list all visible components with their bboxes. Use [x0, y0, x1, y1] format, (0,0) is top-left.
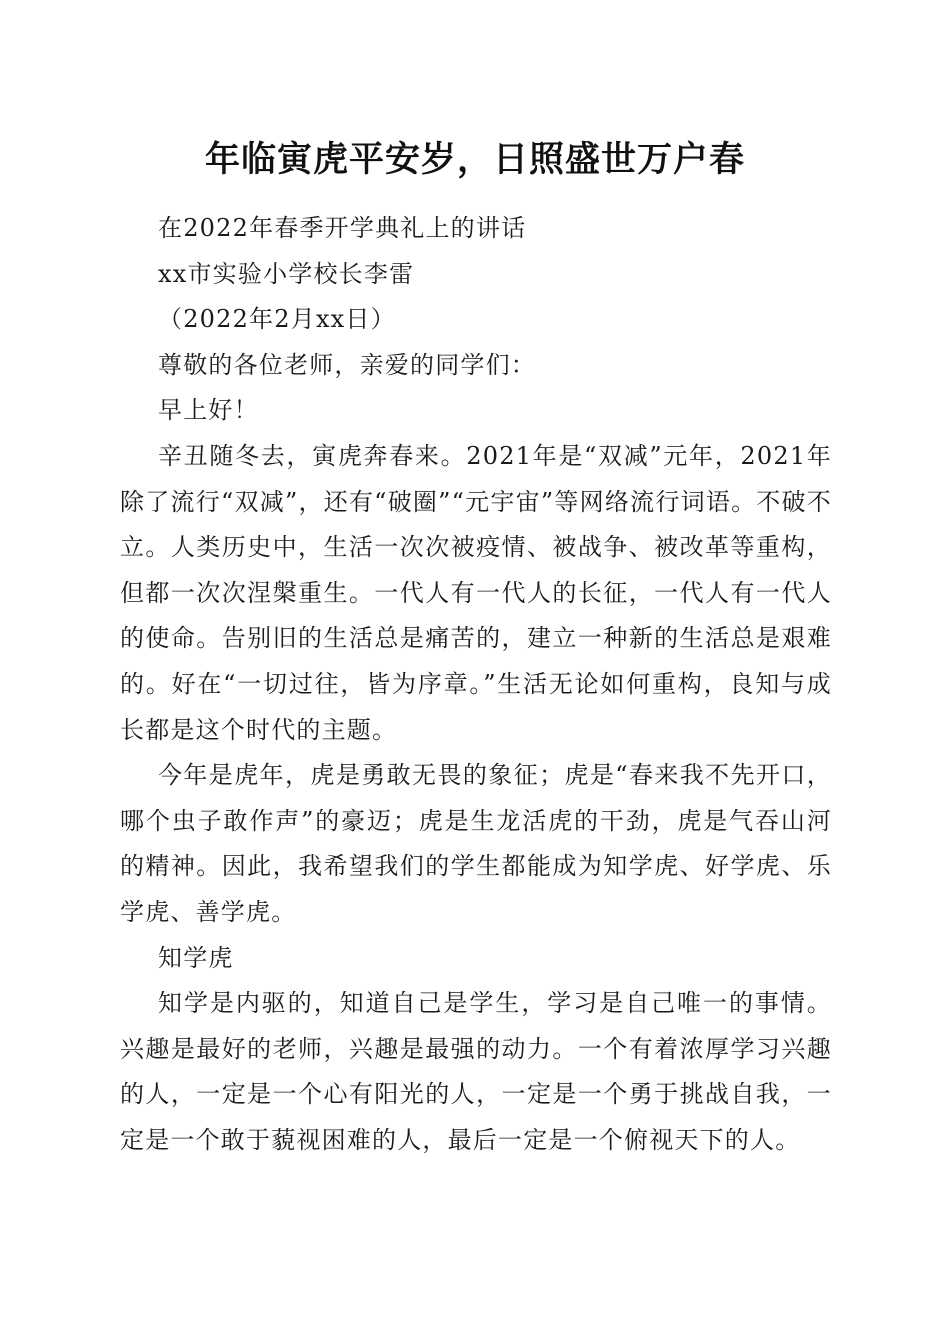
speaker-paragraph: xx市实验小学校长李雷: [158, 259, 415, 288]
body-paragraph: 辛丑随冬去，寅虎奔春来。2021年是“双减”元年，2021年除了流行“双减”，还有“破圈”“元宇宙”等网络流行词语。不破不立。人类历史中，生活一次次被疫情、被战争、被改革等重构，但都一次次涅槃重生。一代人有一代人的长征，一代人有一代人的使命。告别旧的生活总是痛苦的，建立一种新的生活总是艰难的。好在“一切过往，皆为序章。”生活无论如何重构，良知与成长都是这个时代的主题。: [120, 441, 832, 744]
body-paragraph: 今年是虎年，虎是勇敢无畏的象征；虎是“春来我不先开口，哪个虫子敢作声”的豪迈；虎是生龙活虎的干劲，虎是气吞山河的精神。因此，我希望我们的学生都能成为知学虎、好学虎、乐学虎、善学虎。: [120, 761, 832, 926]
document-title: 年临寅虎平安岁，日照盛世万户春: [204, 139, 745, 180]
subtitle-paragraph: 在2022年春季开学典礼上的讲话: [158, 214, 527, 242]
date-paragraph: （2022年2月xx日）: [158, 305, 396, 334]
salutation-paragraph: 尊敬的各位老师，亲爱的同学们：: [158, 350, 536, 379]
body-paragraph: 知学是内驱的，知道自己是学生，学习是自己唯一的事情。兴趣是最好的老师，兴趣是最强的动力。一个有着浓厚学习兴趣的人，一定是一个心有阳光的人，一定是一个勇于挑战自我，一定是一个敢于藐视困难的人，最后一定是一个俯视天下的人。: [120, 989, 832, 1154]
document-body: [120, 206, 832, 1163]
section-heading: 知学虎: [158, 943, 234, 972]
greeting-paragraph: 早上好！: [158, 396, 259, 425]
